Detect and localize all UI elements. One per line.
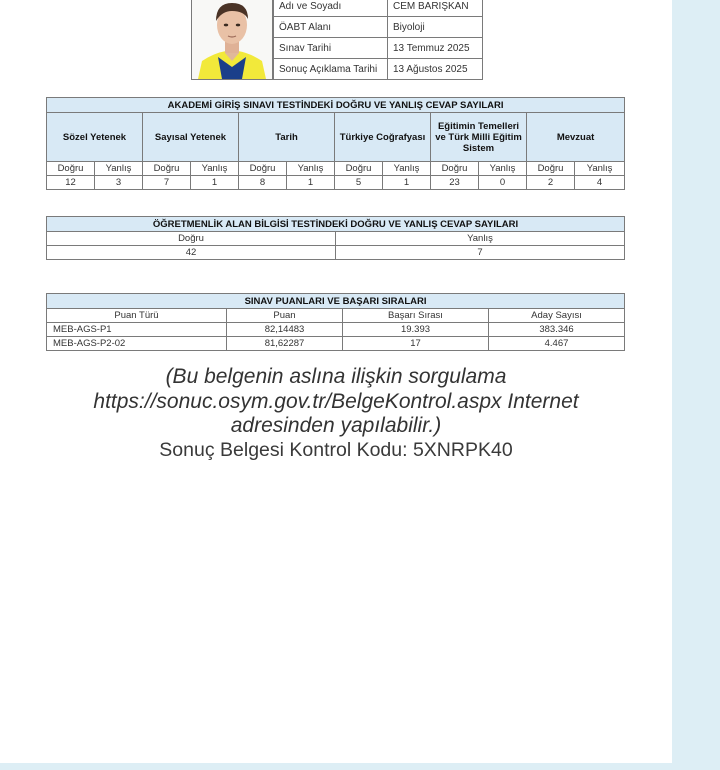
puan-value: 81,62287 [227,337,343,351]
yanlis-header: Yanlış [575,162,625,176]
dogru-value: 2 [527,176,575,190]
dogru-header: Doğru [143,162,191,176]
alan-yanlis-header: Yanlış [336,232,625,246]
puan-row [47,337,625,351]
puan-column-header: Aday Sayısı [489,309,625,323]
dogru-header: Doğru [335,162,383,176]
candidate-info-row [274,38,483,59]
dogru-header: Doğru [431,162,479,176]
puan-column-header: Puan [227,309,343,323]
control-code: Sonuç Belgesi Kontrol Kodu: 5XNRPK40 [159,439,513,461]
verification-url-line: https://sonuc.osym.gov.tr/BelgeKontrol.aspx Internet [93,390,579,413]
akademi-title: AKADEMİ GİRİŞ SINAVI TESTİNDEKİ DOĞRU VE YANLIŞ CEVAP SAYILARI [47,98,625,113]
aday-sayisi: 4.467 [489,337,625,351]
puan-value: 82,14483 [227,323,343,337]
subject-header: Mevzuat [527,113,625,162]
info-value: CEM BARIŞKAN [388,0,483,17]
info-label: Adı ve Soyadı [274,0,388,17]
dogru-value: 5 [335,176,383,190]
candidate-photo [192,0,273,79]
puan-type: MEB-AGS-P1 [47,323,227,337]
basari-sirasi: 17 [343,337,489,351]
verification-note-line3: adresinden yapılabilir.) [230,414,442,437]
basari-sirasi: 19.393 [343,323,489,337]
yanlis-header: Yanlış [191,162,239,176]
yanlis-header: Yanlış [479,162,527,176]
puan-table [46,293,625,351]
candidate-photo-image [192,0,272,79]
info-label: ÖABT Alanı [274,17,388,38]
puan-title: SINAV PUANLARI VE BAŞARI SIRALARI [47,294,625,309]
puan-row [47,323,625,337]
dogru-header: Doğru [47,162,95,176]
candidate-info-row [274,59,483,80]
puan-column-header: Başarı Sırası [343,309,489,323]
info-value: 13 Temmuz 2025 [388,38,483,59]
candidate-info-row [274,0,483,17]
info-value: 13 Ağustos 2025 [388,59,483,80]
dogru-header: Doğru [239,162,287,176]
candidate-info-row [274,17,483,38]
yanlis-header: Yanlış [287,162,335,176]
yanlis-value: 4 [575,176,625,190]
candidate-info-block [191,0,483,80]
puan-header-row [47,309,625,323]
alan-dogru-value: 42 [47,246,336,260]
subject-header: Sözel Yetenek [47,113,143,162]
puan-column-header: Puan Türü [47,309,227,323]
subject-header: Sayısal Yetenek [143,113,239,162]
alan-title: ÖĞRETMENLİK ALAN BİLGİSİ TESTİNDEKİ DOĞRU VE YANLIŞ CEVAP SAYILARI [47,217,625,232]
dogru-value: 8 [239,176,287,190]
info-label: Sınav Tarihi [274,38,388,59]
info-label: Sonuç Açıklama Tarihi [274,59,388,80]
alan-yanlis-value: 7 [336,246,625,260]
yanlis-value: 0 [479,176,527,190]
dogru-header: Doğru [527,162,575,176]
subject-header: Eğitimin Temelleri ve Türk Milli Eğitim Sistem [431,113,527,162]
candidate-info-table [273,0,483,80]
dogru-value: 23 [431,176,479,190]
yanlis-value: 1 [287,176,335,190]
subject-header: Tarih [239,113,335,162]
puan-type: MEB-AGS-P2-02 [47,337,227,351]
yanlis-header: Yanlış [383,162,431,176]
dogru-value: 7 [143,176,191,190]
akademi-results-table [46,97,625,190]
subject-header: Türkiye Coğrafyası [335,113,431,162]
yanlis-value: 1 [191,176,239,190]
yanlis-header: Yanlış [95,162,143,176]
aday-sayisi: 383.346 [489,323,625,337]
dogru-value: 12 [47,176,95,190]
verification-note-line1: (Bu belgenin aslına ilişkin sorgulama [165,365,507,388]
alan-bilgisi-table [46,216,625,260]
info-value: Biyoloji [388,17,483,38]
yanlis-value: 1 [383,176,431,190]
alan-dogru-header: Doğru [47,232,336,246]
yanlis-value: 3 [95,176,143,190]
